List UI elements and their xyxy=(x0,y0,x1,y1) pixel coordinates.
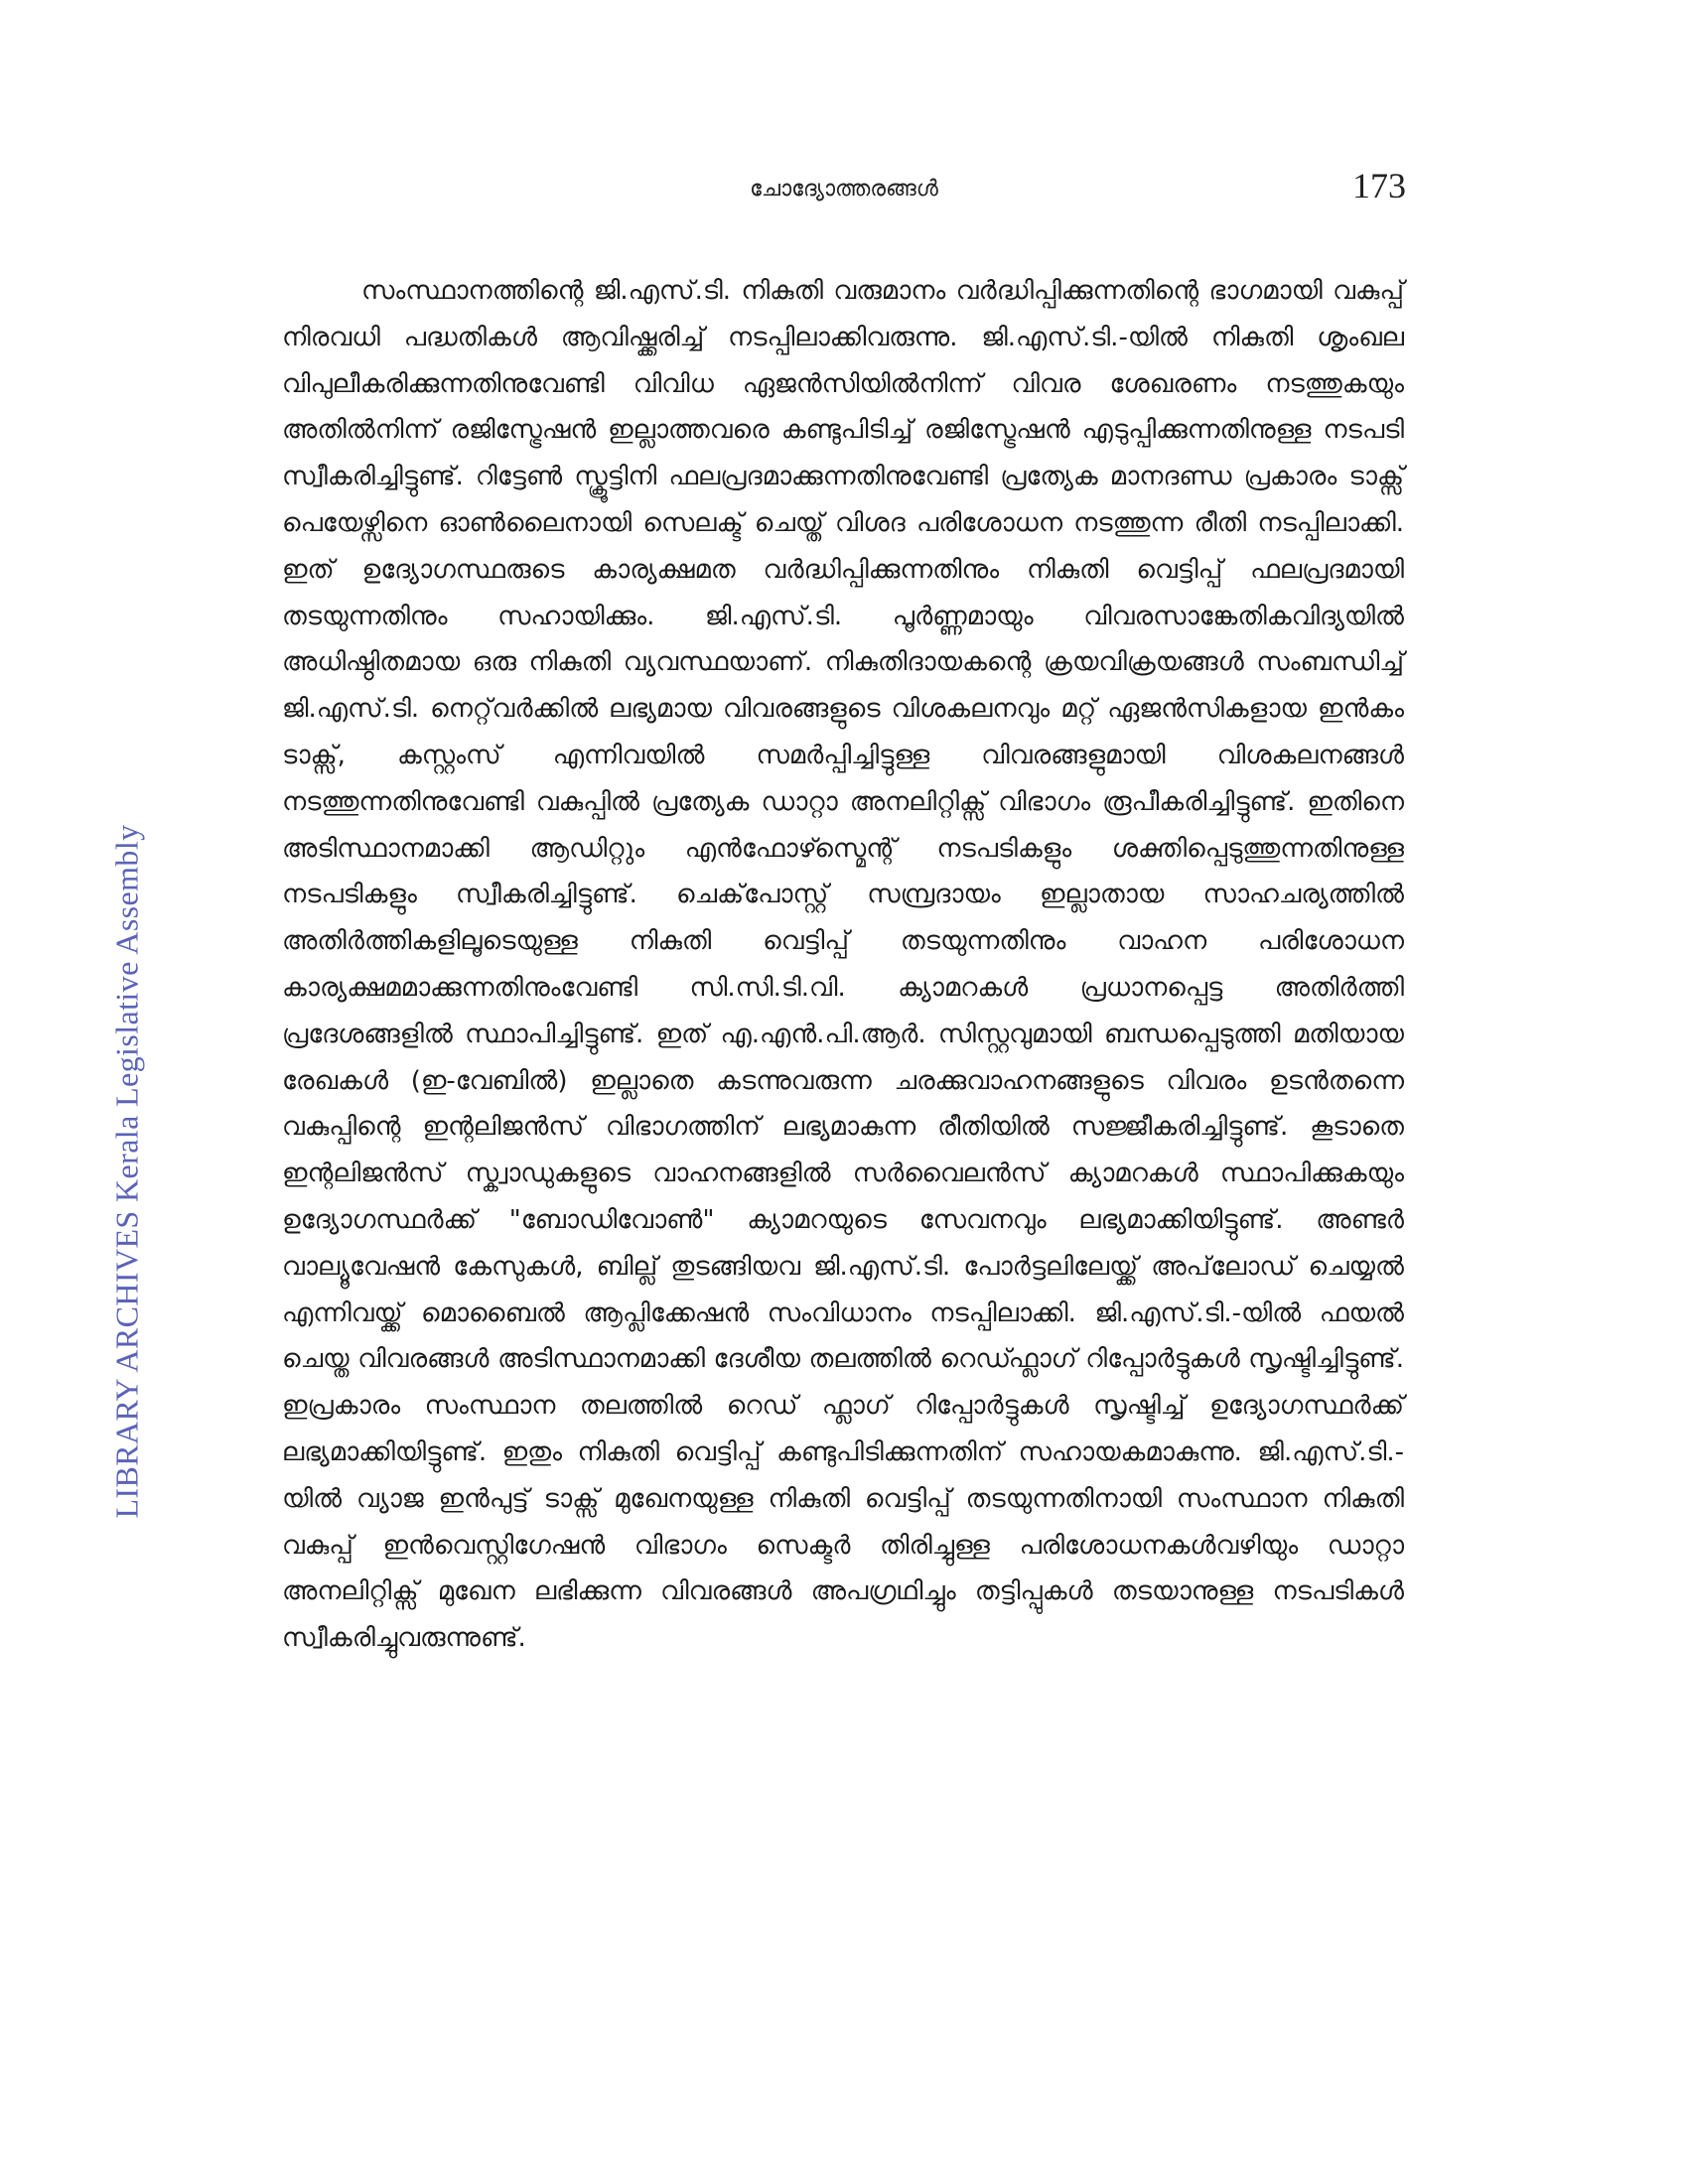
page-header xyxy=(0,149,1688,218)
watermark-text: LIBRARY ARCHIVES Kerala Legislative Assembly xyxy=(108,824,145,1519)
page-number: 173 xyxy=(1352,166,1406,205)
body-paragraph: സംസ്ഥാനത്തിന്റെ ജി.എസ്.ടി. നികുതി വരുമാനം വർദ്ധിപ്പിക്കുന്നതിന്റെ ഭാഗമായി വകുപ്പ് നിരവധി പദ്ധതികൾ ആവിഷ്ക്കരിച്ച് നടപ്പിലാക്കിവരുന്നു. ജി.എസ്.ടി.-യിൽ നികുതി ശൃംഖല വിപുലീകരിക്കുന്നതിനുവേണ്ടി വിവിധ ഏജൻസിയിൽനിന്ന് വിവര ശേഖരണം നടത്തുകയും അതിൽനിന്ന് രജിസ്ട്രേഷൻ ഇല്ലാത്തവരെ കണ്ടുപിടിച്ച് രജിസ്ട്രേഷൻ എടുപ്പിക്കുന്നതിനുള്ള നടപടി സ്വീകരിച്ചിട്ടുണ്ട്. റിട്ടേൺ സ്ക്രൂട്ടിനി ഫലപ്രദമാക്കുന്നതിനുവേണ്ടി പ്രത്യേക മാനദണ്ഡ പ്രകാരം ടാക്സ് പെയേഴ്സിനെ ഓൺലൈനായി സെലക്ട് ചെയ്ത് വിശദ പരിശോധന നടത്തുന്ന രീതി നടപ്പിലാക്കി. ഇത് ഉദ്യോഗസ്ഥരുടെ കാര്യക്ഷമത വർദ്ധിപ്പിക്കുന്നതിനും നികുതി വെട്ടിപ്പ് ഫലപ്രദമായി തടയുന്നതിനും സഹായിക്കും. ജി.എസ്.ടി. പൂർണ്ണമായും വിവരസാങ്കേതികവിദ്യയിൽ അധിഷ്ഠിതമായ ഒരു നികുതി വ്യവസ്ഥയാണ്. നികുതിദായകന്റെ ക്രയവിക്രയങ്ങൾ സംബന്ധിച്ച് ജി.എസ്.ടി. നെറ്റ്‌വർക്കിൽ ലഭ്യമായ വിവരങ്ങളുടെ വിശകലനവും മറ്റ് ഏജൻസികളായ ഇൻകം ടാക്സ്, കസ്റ്റംസ് എന്നിവയിൽ സമർപ്പിച്ചിട്ടുള്ള വിവരങ്ങളുമായി വിശകലനങ്ങൾ നടത്തുന്നതിനുവേണ്ടി വകുപ്പിൽ പ്രത്യേക ഡാറ്റാ അനലിറ്റിക്സ് വിഭാഗം രൂപീകരിച്ചിട്ടുണ്ട്. ഇതിനെ അടിസ്ഥാനമാക്കി ആഡിറ്റും എൻഫോഴ്സ്മെന്റ് നടപടികളും ശക്തിപ്പെടുത്തുന്നതിനുള്ള നടപടികളും സ്വീകരിച്ചിട്ടുണ്ട്. ചെക്‌പോസ്റ്റ് സമ്പ്രദായം ഇല്ലാതായ സാഹചര്യത്തിൽ അതിർത്തികളിലൂടെയുള്ള നികുതി വെട്ടിപ്പ് തടയുന്നതിനും വാഹന പരിശോധന കാര്യക്ഷമമാക്കുന്നതിനുംവേണ്ടി സി.സി.ടി.വി. ക്യാമറകൾ പ്രധാനപ്പെട്ട അതിർത്തി പ്രദേശങ്ങളിൽ സ്ഥാപിച്ചിട്ടുണ്ട്. ഇത് എ.എൻ.പി.ആർ. സിസ്റ്റവുമായി ബന്ധപ്പെടുത്തി മതിയായ രേഖകൾ (ഇ-വേബിൽ) ഇല്ലാതെ കടന്നുവരുന്ന ചരക്കുവാഹനങ്ങളുടെ വിവരം ഉടൻതന്നെ വകുപ്പിന്റെ ഇന്റലിജൻസ് വിഭാഗത്തിന് ലഭ്യമാകുന്ന രീതിയിൽ സജ്ജീകരിച്ചിട്ടുണ്ട്. കൂടാതെ ഇന്റലിജൻസ് സ്ക്വാഡുകളുടെ വാഹനങ്ങളിൽ സർവൈലൻസ് ക്യാമറകൾ സ്ഥാപിക്കുകയും ഉദ്യോഗസ്ഥർക്ക് "ബോഡിവോൺ" ക്യാമറയുടെ സേവനവും ലഭ്യമാക്കിയിട്ടുണ്ട്. അണ്ടർ വാല്യൂവേഷൻ കേസുകൾ, ബില്ല് തുടങ്ങിയവ ജി.എസ്.ടി. പോർട്ടലിലേയ്ക്ക് അപ്‌ലോഡ് ചെയ്യൽ എന്നിവയ്ക്ക് മൊബൈൽ ആപ്ലിക്കേഷൻ സംവിധാനം നടപ്പിലാക്കി. ജി.എസ്.ടി.-യിൽ ഫയൽ ചെയ്ത വിവരങ്ങൾ അടിസ്ഥാനമാക്കി ദേശീയ തലത്തിൽ റെഡ്ഫ്ലാഗ് റിപ്പോർട്ടുകൾ സൃഷ്ടിച്ചിട്ടുണ്ട്. ഇപ്രകാരം സംസ്ഥാന തലത്തിൽ റെഡ് ഫ്ലാഗ് റിപ്പോർട്ടുകൾ സൃഷ്ടിച്ച് ഉദ്യോഗസ്ഥർക്ക് ലഭ്യമാക്കിയിട്ടുണ്ട്. ഇതും നികുതി വെട്ടിപ്പ് കണ്ടുപിടിക്കുന്നതിന് സഹായകമാകുന്നു. ജി.എസ്.ടി.-യിൽ വ്യാജ ഇൻപുട്ട് ടാക്സ് മുഖേനയുള്ള നികുതി വെട്ടിപ്പ് തടയുന്നതിനായി സംസ്ഥാന നികുതി വകുപ്പ് ഇൻവെസ്റ്റിഗേഷൻ വിഭാഗം സെക്ടർ തിരിച്ചുള്ള പരിശോധനകൾവഴിയും ഡാറ്റാ അനലിറ്റിക്സ് മുഖേന ലഭിക്കുന്ന വിവരങ്ങൾ അപഗ്രഥിച്ചും തട്ടിപ്പുകൾ തടയാനുള്ള നടപടികൾ സ്വീകരിച്ചുവരുന്നുണ്ട്. xyxy=(282,276,1404,1654)
running-head: ചോദ്യോത്തരങ്ങൾ xyxy=(750,177,938,202)
